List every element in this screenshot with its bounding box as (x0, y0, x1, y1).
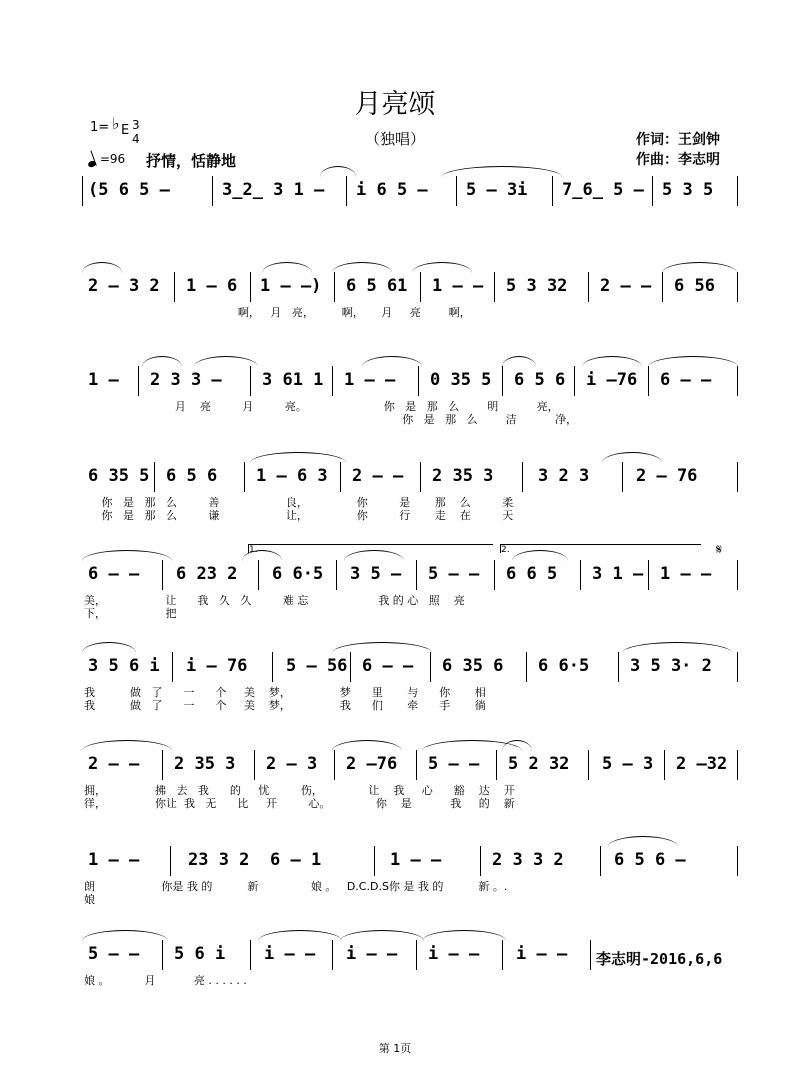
measure-notes: 5 – – (88, 944, 140, 964)
measure-notes: 6 56 (674, 276, 715, 296)
measure-notes: 3 1 – (592, 564, 644, 584)
measure-notes: 5 – 3i (466, 180, 528, 200)
bar-line (648, 560, 649, 590)
slur-arc (320, 166, 356, 177)
bar-line (258, 560, 259, 590)
bar-line (250, 366, 251, 396)
measure-notes: 1 – –) (260, 276, 322, 296)
measure-notes: 6 – – (362, 656, 414, 676)
bar-line (374, 846, 375, 876)
lyrics-line: 朗 你是 我 的 新 娘 。 D.C.D.S你 是 我 的 新 。. (84, 880, 508, 893)
slur-arc (82, 930, 168, 941)
bar-line (82, 176, 83, 206)
notes-line (82, 656, 742, 680)
lyrics-line: 我 做 了 一 个 美 梦， 我 们 牵 手 徜 (84, 699, 486, 712)
key-prefix: 1= (90, 120, 110, 135)
measure-notes: 6 6·5 (538, 656, 590, 676)
notes-line (82, 850, 742, 874)
measure-notes: 6 6 5 (506, 564, 558, 584)
bar-line (332, 940, 333, 970)
bar-line (494, 560, 495, 590)
signature: 李志明-2016,6,6 (596, 950, 723, 968)
slur-arc (340, 930, 424, 941)
slur-arc (82, 740, 172, 751)
bar-line (254, 750, 255, 780)
bar-line (416, 940, 417, 970)
bar-line (350, 652, 351, 682)
bar-line (662, 272, 663, 302)
measure-notes: 2 – 76 (636, 466, 698, 486)
bar-line (574, 366, 575, 396)
bar-line (416, 750, 417, 780)
bar-line (737, 462, 738, 492)
measure-notes: 7̲6̲ 5 – (562, 180, 644, 200)
measure-notes: 1 – 6 (186, 276, 238, 296)
measure-notes: i –76 (586, 370, 638, 390)
slur-arc (332, 740, 402, 751)
measure-notes: 6 6·5 (272, 564, 324, 584)
measure-notes: 2 35 3 (174, 754, 236, 774)
slur-arc (82, 550, 172, 561)
measure-notes: i – – (346, 944, 398, 964)
measure-notes: 1 – – (660, 564, 712, 584)
measure-notes: 3 61 1 (262, 370, 324, 390)
measure-notes: 0 35 5 (430, 370, 492, 390)
measure-notes: 6 5 61 (346, 276, 408, 296)
page-number: 第 1页 (378, 1042, 412, 1055)
bar-line (162, 940, 163, 970)
measure-notes: 5 – – (428, 754, 480, 774)
bar-line (334, 750, 335, 780)
measure-notes: i 6 5 – (356, 180, 428, 200)
lyrics-line: 月 亮 月 亮。 你 是 那 么 明 亮， (84, 400, 559, 413)
measure-notes: 5 – 56 (286, 656, 348, 676)
measure-notes: 2 – – (600, 276, 652, 296)
measure-notes: 6 – – (660, 370, 712, 390)
measure-notes: 5 3 32 (506, 276, 568, 296)
bar-line (552, 176, 553, 206)
notes-line (82, 466, 742, 490)
bar-line (340, 462, 341, 492)
measure-notes: 5 – – (428, 564, 480, 584)
slur-arc (662, 262, 737, 273)
bar-line (737, 560, 738, 590)
notes-line (82, 276, 742, 300)
bar-line (737, 846, 738, 876)
bar-line (272, 652, 273, 682)
measure-notes: 3 5 – (350, 564, 402, 584)
bar-line (502, 940, 503, 970)
measure-notes: 6 5 6 (166, 466, 218, 486)
bar-line (522, 462, 523, 492)
bar-line (590, 940, 591, 970)
key-letter: E (121, 123, 130, 138)
slur-arc (194, 356, 258, 367)
lyrics-line: 娘 。 月 亮 . . . . . . (84, 974, 247, 987)
lyrics-line: 啊， 月 亮， 啊， 月 亮 啊， (84, 306, 471, 319)
lyrics-line: 美， 让 我 久 久 难 忘 我 的 心 照 亮 (84, 594, 465, 607)
measure-notes: 6 23 2 (176, 564, 238, 584)
slur-arc (142, 356, 182, 367)
slur-arc (442, 166, 562, 177)
slur-arc (602, 452, 662, 463)
lyrics-line: 你 是 那 么 洁 净， (84, 413, 578, 426)
time-signature (132, 118, 140, 146)
bar-line (334, 272, 335, 302)
bar-line (496, 750, 497, 780)
slur-arc (608, 836, 678, 847)
notes-line (82, 180, 742, 204)
bar-line (416, 560, 417, 590)
bar-line (212, 176, 213, 206)
measure-notes: 2 – 3 (266, 754, 318, 774)
tempo-value: =96 (99, 152, 126, 166)
expression-marking: 抒情，恬静地 (146, 152, 237, 170)
bar-line (588, 750, 589, 780)
quarter-note-icon (87, 160, 97, 168)
notes-line (82, 754, 742, 778)
lyrics-line: 你 是 那 么 善 良， 你 是 那 么 柔 (84, 496, 514, 509)
notes-line (82, 564, 742, 588)
measure-notes: 3̲2̲ 3 1 – (222, 180, 325, 200)
measure-notes: i – – (264, 944, 316, 964)
segno-icon: 𝄋 (716, 542, 723, 558)
measure-notes: 2 35 3 (432, 466, 494, 486)
slur-arc (502, 356, 536, 367)
measure-notes: 6 5 6 (514, 370, 566, 390)
measure-notes: 3 5 6 i (88, 656, 160, 676)
bar-line (618, 652, 619, 682)
slur-arc (332, 642, 432, 653)
bar-line (172, 652, 173, 682)
measure-notes: 2 – – (88, 754, 140, 774)
bar-line (456, 176, 457, 206)
slur-arc (502, 740, 532, 751)
measure-notes: 23 3 2 (188, 850, 250, 870)
notes-line (82, 370, 742, 394)
bar-line (580, 560, 581, 590)
measure-notes: 1 – 6 3 (256, 466, 328, 486)
bar-line (250, 272, 251, 302)
bar-line (418, 366, 419, 396)
bar-line (138, 366, 139, 396)
song-subtitle: （独唱） (364, 130, 425, 148)
measure-notes: 6 – 1 (270, 850, 322, 870)
key-signature (90, 114, 140, 146)
measure-notes: (5 6 5 – (88, 180, 170, 200)
measure-notes: 5 6 i (174, 944, 226, 964)
lyrics-line: 拥， 拂 去 我 的 忧 伤， 让 我 心 豁 达 开 (84, 784, 515, 797)
bar-line (588, 272, 589, 302)
measure-notes: 5 – 3 (602, 754, 654, 774)
bar-line (346, 176, 347, 206)
measure-notes: 1 – – (344, 370, 396, 390)
song-title: 月亮颂 (354, 89, 436, 120)
bar-line (174, 272, 175, 302)
lyrics-line: 下， 把 (84, 607, 177, 620)
bar-line (600, 846, 601, 876)
measure-notes: 2 – – (352, 466, 404, 486)
measure-notes: 2 –32 (676, 754, 728, 774)
measure-notes: 1 – (88, 370, 119, 390)
lyrics-line: 你 是 那 么 谦 让， 你 行 走 在 天 (84, 509, 514, 522)
slur-arc (648, 356, 738, 367)
meter-bottom: 4 (132, 132, 140, 146)
composer: 作曲：李志明 (636, 152, 720, 168)
lyrics-line: 娘 (84, 893, 95, 906)
bar-line (737, 750, 738, 780)
meter-top: 3 (132, 118, 140, 132)
bar-line (664, 750, 665, 780)
slur-arc (82, 262, 122, 273)
measure-notes: 2 3 3 – (150, 370, 222, 390)
measure-notes: 1 – – (432, 276, 484, 296)
slur-arc (82, 642, 136, 653)
measure-notes: i – – (428, 944, 480, 964)
slur-arc (622, 642, 732, 653)
measure-notes: 1 – – (390, 850, 442, 870)
bar-line (420, 462, 421, 492)
measure-notes: 6 35 5 (88, 466, 150, 486)
bar-line (170, 846, 171, 876)
slur-arc (362, 356, 422, 367)
bar-line (622, 462, 623, 492)
bar-line (154, 462, 155, 492)
measure-notes: 1 – – (88, 850, 140, 870)
bar-line (737, 272, 738, 302)
slur-arc (250, 452, 346, 463)
bar-line (250, 940, 251, 970)
bar-line (494, 272, 495, 302)
bar-line (480, 846, 481, 876)
measure-notes: 3 5 3· 2 (630, 656, 712, 676)
bar-line (648, 366, 649, 396)
bar-line (336, 560, 337, 590)
measure-notes: 6 – – (88, 564, 140, 584)
measure-notes: i – 76 (186, 656, 248, 676)
measure-notes: 2 – 3 2 (88, 276, 160, 296)
bar-line (526, 652, 527, 682)
bar-line (502, 366, 503, 396)
measure-notes: 2 –76 (346, 754, 398, 774)
bar-line (244, 462, 245, 492)
bar-line (737, 652, 738, 682)
slur-arc (422, 930, 506, 941)
measure-notes: 3 2 3 (538, 466, 590, 486)
measure-notes: 5 3 5 (662, 180, 714, 200)
measure-notes: 6 5 6 – (614, 850, 686, 870)
bar-line (737, 176, 738, 206)
bar-line (162, 750, 163, 780)
slur-arc (262, 262, 312, 273)
lyrics-line: 我 做 了 一 个 美 梦， 梦 里 与 你 相 (84, 686, 486, 699)
slur-arc (582, 356, 642, 367)
slur-arc (332, 262, 392, 273)
measure-notes: 5 2 32 (508, 754, 570, 774)
bar-line (737, 366, 738, 396)
measure-notes: 6 35 6 (442, 656, 504, 676)
tempo-marking (88, 152, 125, 166)
flat-symbol: ♭ (112, 114, 120, 133)
slur-arc (412, 262, 472, 273)
lyrics-line: 徉， 你让 我 无 比 开 心。 你 是 我 的 新 (84, 797, 515, 810)
bar-line (332, 366, 333, 396)
measure-notes: i – – (516, 944, 568, 964)
bar-line (420, 272, 421, 302)
volta-first-ending: 1. (248, 544, 493, 553)
credits (636, 130, 720, 170)
measure-notes: 2 3 3 2 (492, 850, 564, 870)
slur-arc (258, 930, 342, 941)
bar-line (162, 560, 163, 590)
bar-line (652, 176, 653, 206)
bar-line (430, 652, 431, 682)
volta-second-ending: 2. (500, 544, 701, 553)
lyricist: 作词：王剑钟 (636, 132, 720, 148)
